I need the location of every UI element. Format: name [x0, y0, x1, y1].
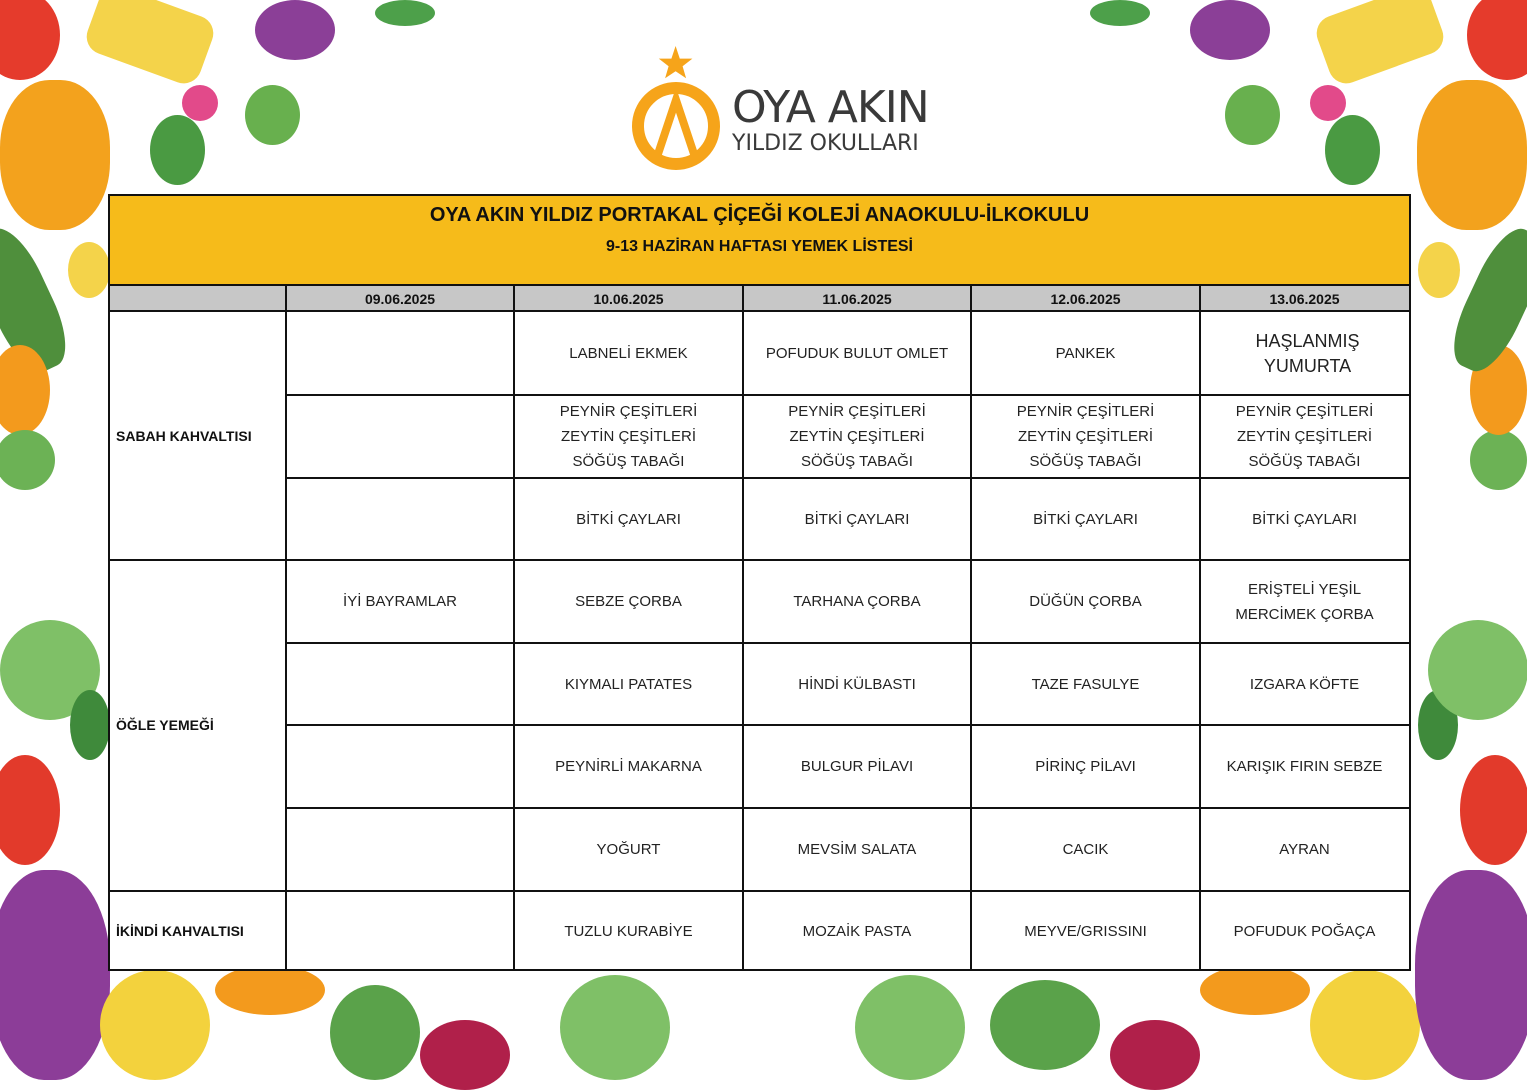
squash-decor-icon: [1417, 80, 1527, 230]
school-title: OYA AKIN YILDIZ PORTAKAL ÇİÇEĞİ KOLEJİ ANAOKULU-İLKOKULU: [429, 204, 1090, 226]
pepper-decor-icon: [100, 970, 210, 1080]
leaf-decor-icon: [375, 0, 435, 26]
grid-line-vertical: [970, 286, 972, 969]
grid-line-horizontal: [286, 807, 1409, 809]
menu-subtitle: 9-13 HAZİRAN HAFTASI YEMEK LİSTESİ: [606, 238, 913, 255]
menu-item-cell: PEYNİR ÇEŞİTLERİ ZEYTİN ÇEŞİTLERİ SÖĞÜŞ TABAĞI: [788, 403, 926, 470]
leaf-decor-icon: [990, 980, 1100, 1070]
leaf-decor-icon: [150, 115, 205, 185]
meal-label-breakfast: SABAH KAHVALTISI: [116, 427, 252, 444]
grid-line-horizontal: [286, 477, 1409, 479]
menu-item-cell: İYİ BAYRAMLAR: [343, 593, 457, 610]
leaf-decor-icon: [245, 85, 300, 145]
menu-item-cell: IZGARA KÖFTE: [1249, 675, 1360, 693]
lemon-decor-icon: [68, 242, 110, 298]
menu-item-cell: YOĞURT: [596, 841, 661, 858]
date-header-cell: 10.06.2025: [593, 290, 664, 307]
leaf-decor-icon: [1090, 0, 1150, 26]
logo-emblem-icon: [628, 42, 728, 172]
meal-label-lunch: ÖĞLE YEMEĞİ: [116, 717, 214, 733]
menu-item-cell: [286, 395, 514, 478]
menu-item-cell: BULGUR PİLAVI: [800, 758, 914, 775]
title-band: [110, 196, 1409, 286]
lettuce-decor-icon: [1428, 620, 1527, 720]
weekly-menu-table: [108, 194, 1411, 971]
pepper-decor-icon: [1310, 970, 1420, 1080]
menu-item-cell: KARIŞIK FIRIN SEBZE: [1226, 758, 1383, 775]
pepper-decor-icon: [1467, 0, 1527, 80]
eggplant-decor-icon: [1415, 870, 1527, 1080]
leaf-decor-icon: [1325, 115, 1380, 185]
menu-item-cell: SEBZE ÇORBA: [575, 593, 682, 610]
date-header-cell: 09.06.2025: [364, 290, 436, 307]
menu-item-cell: [286, 725, 514, 808]
cheese-decor-icon: [1312, 0, 1449, 88]
menu-item-cell: BİTKİ ÇAYLARI: [576, 510, 681, 528]
grid-line-vertical: [285, 286, 287, 969]
menu-item-cell: KIYMALI PATATES: [564, 675, 693, 693]
menu-item-cell: LABNELİ EKMEK: [569, 345, 688, 362]
squash-decor-icon: [0, 80, 110, 230]
leaf-decor-icon: [70, 690, 110, 760]
pepper-decor-icon: [0, 0, 60, 80]
menu-item-cell: PEYNİR ÇEŞİTLERİ ZEYTİN ÇEŞİTLERİ SÖĞÜŞ TABAĞI: [559, 403, 698, 470]
menu-item-cell: MEYVE/GRISSINI: [1024, 922, 1147, 940]
date-header-cell: 11.06.2025: [822, 290, 892, 307]
menu-item-cell: PEYNİRLİ MAKARNA: [555, 758, 702, 775]
grid-line-horizontal: [110, 890, 1409, 892]
eggplant-decor-icon: [0, 870, 110, 1080]
date-header-cell: 12.06.2025: [1050, 290, 1121, 307]
menu-item-cell: MEVSİM SALATA: [797, 841, 917, 858]
menu-item-cell: [286, 643, 514, 725]
menu-item-cell: ERİŞTELİ YEŞİL MERCİMEK ÇORBA: [1235, 580, 1374, 623]
menu-item-cell: TUZLU KURABİYE: [564, 922, 693, 940]
menu-item-cell: TAZE FASULYE: [1031, 675, 1140, 693]
grid-line-horizontal: [286, 642, 1409, 644]
school-logo: [628, 42, 929, 172]
tomato-decor-icon: [1460, 755, 1527, 865]
logo-name: OYA AKIN: [732, 82, 929, 133]
lettuce-decor-icon: [855, 975, 965, 1080]
menu-item-cell: MOZAİK PASTA: [802, 922, 912, 940]
grid-line-horizontal: [286, 724, 1409, 726]
grid-line-horizontal: [286, 394, 1409, 396]
grid-line-vertical: [742, 286, 744, 969]
logo-subname: YILDIZ OKULLARI: [732, 131, 919, 156]
menu-item-cell: DÜĞÜN ÇORBA: [1029, 593, 1142, 610]
menu-item-cell: [286, 891, 514, 971]
menu-item-cell: PANKEK: [1055, 345, 1116, 362]
grid-line-vertical: [513, 286, 515, 969]
menu-item-cell: PEYNİR ÇEŞİTLERİ ZEYTİN ÇEŞİTLERİ SÖĞÜŞ TABAĞI: [1235, 403, 1374, 470]
lettuce-decor-icon: [560, 975, 670, 1080]
menu-item-cell: PEYNİR ÇEŞİTLERİ ZEYTİN ÇEŞİTLERİ SÖĞÜŞ TABAĞI: [1016, 403, 1155, 470]
menu-item-cell: HAŞLANMIŞ YUMURTA: [1255, 330, 1360, 376]
leaf-decor-icon: [1470, 430, 1527, 490]
menu-item-cell: AYRAN: [1279, 841, 1330, 858]
papaya-decor-icon: [1200, 965, 1310, 1015]
menu-item-cell: PİRİNÇ PİLAVI: [1035, 758, 1136, 775]
menu-item-cell: [286, 808, 514, 891]
tomato-decor-icon: [0, 755, 60, 865]
leaf-decor-icon: [1225, 85, 1280, 145]
papaya-decor-icon: [215, 965, 325, 1015]
meal-label-snack: İKİNDİ KAHVALTISI: [116, 922, 244, 939]
menu-item-cell: BİTKİ ÇAYLARI: [804, 510, 910, 528]
eggplant-decor-icon: [1190, 0, 1270, 60]
menu-item-cell: POFUDUK BULUT OMLET: [765, 345, 949, 362]
leaf-decor-icon: [0, 430, 55, 490]
grid-line-horizontal: [110, 559, 1409, 561]
grid-line-vertical: [1199, 286, 1201, 969]
menu-item-cell: HİNDİ KÜLBASTI: [798, 675, 916, 693]
menu-item-cell: [286, 312, 514, 395]
menu-item-cell: [286, 478, 514, 560]
menu-item-cell: POFUDUK POĞAÇA: [1233, 922, 1376, 940]
radish-decor-icon: [1310, 85, 1346, 121]
lemon-decor-icon: [1418, 242, 1460, 298]
eggplant-decor-icon: [255, 0, 335, 60]
date-header-cell: 13.06.2025: [1269, 290, 1340, 307]
cheese-decor-icon: [82, 0, 219, 88]
menu-item-cell: CACIK: [1062, 841, 1109, 858]
leaf-decor-icon: [330, 985, 420, 1080]
menu-item-cell: BİTKİ ÇAYLARI: [1252, 510, 1357, 528]
menu-item-cell: BİTKİ ÇAYLARI: [1033, 510, 1138, 528]
radish-decor-icon: [182, 85, 218, 121]
menu-item-cell: TARHANA ÇORBA: [793, 593, 921, 610]
